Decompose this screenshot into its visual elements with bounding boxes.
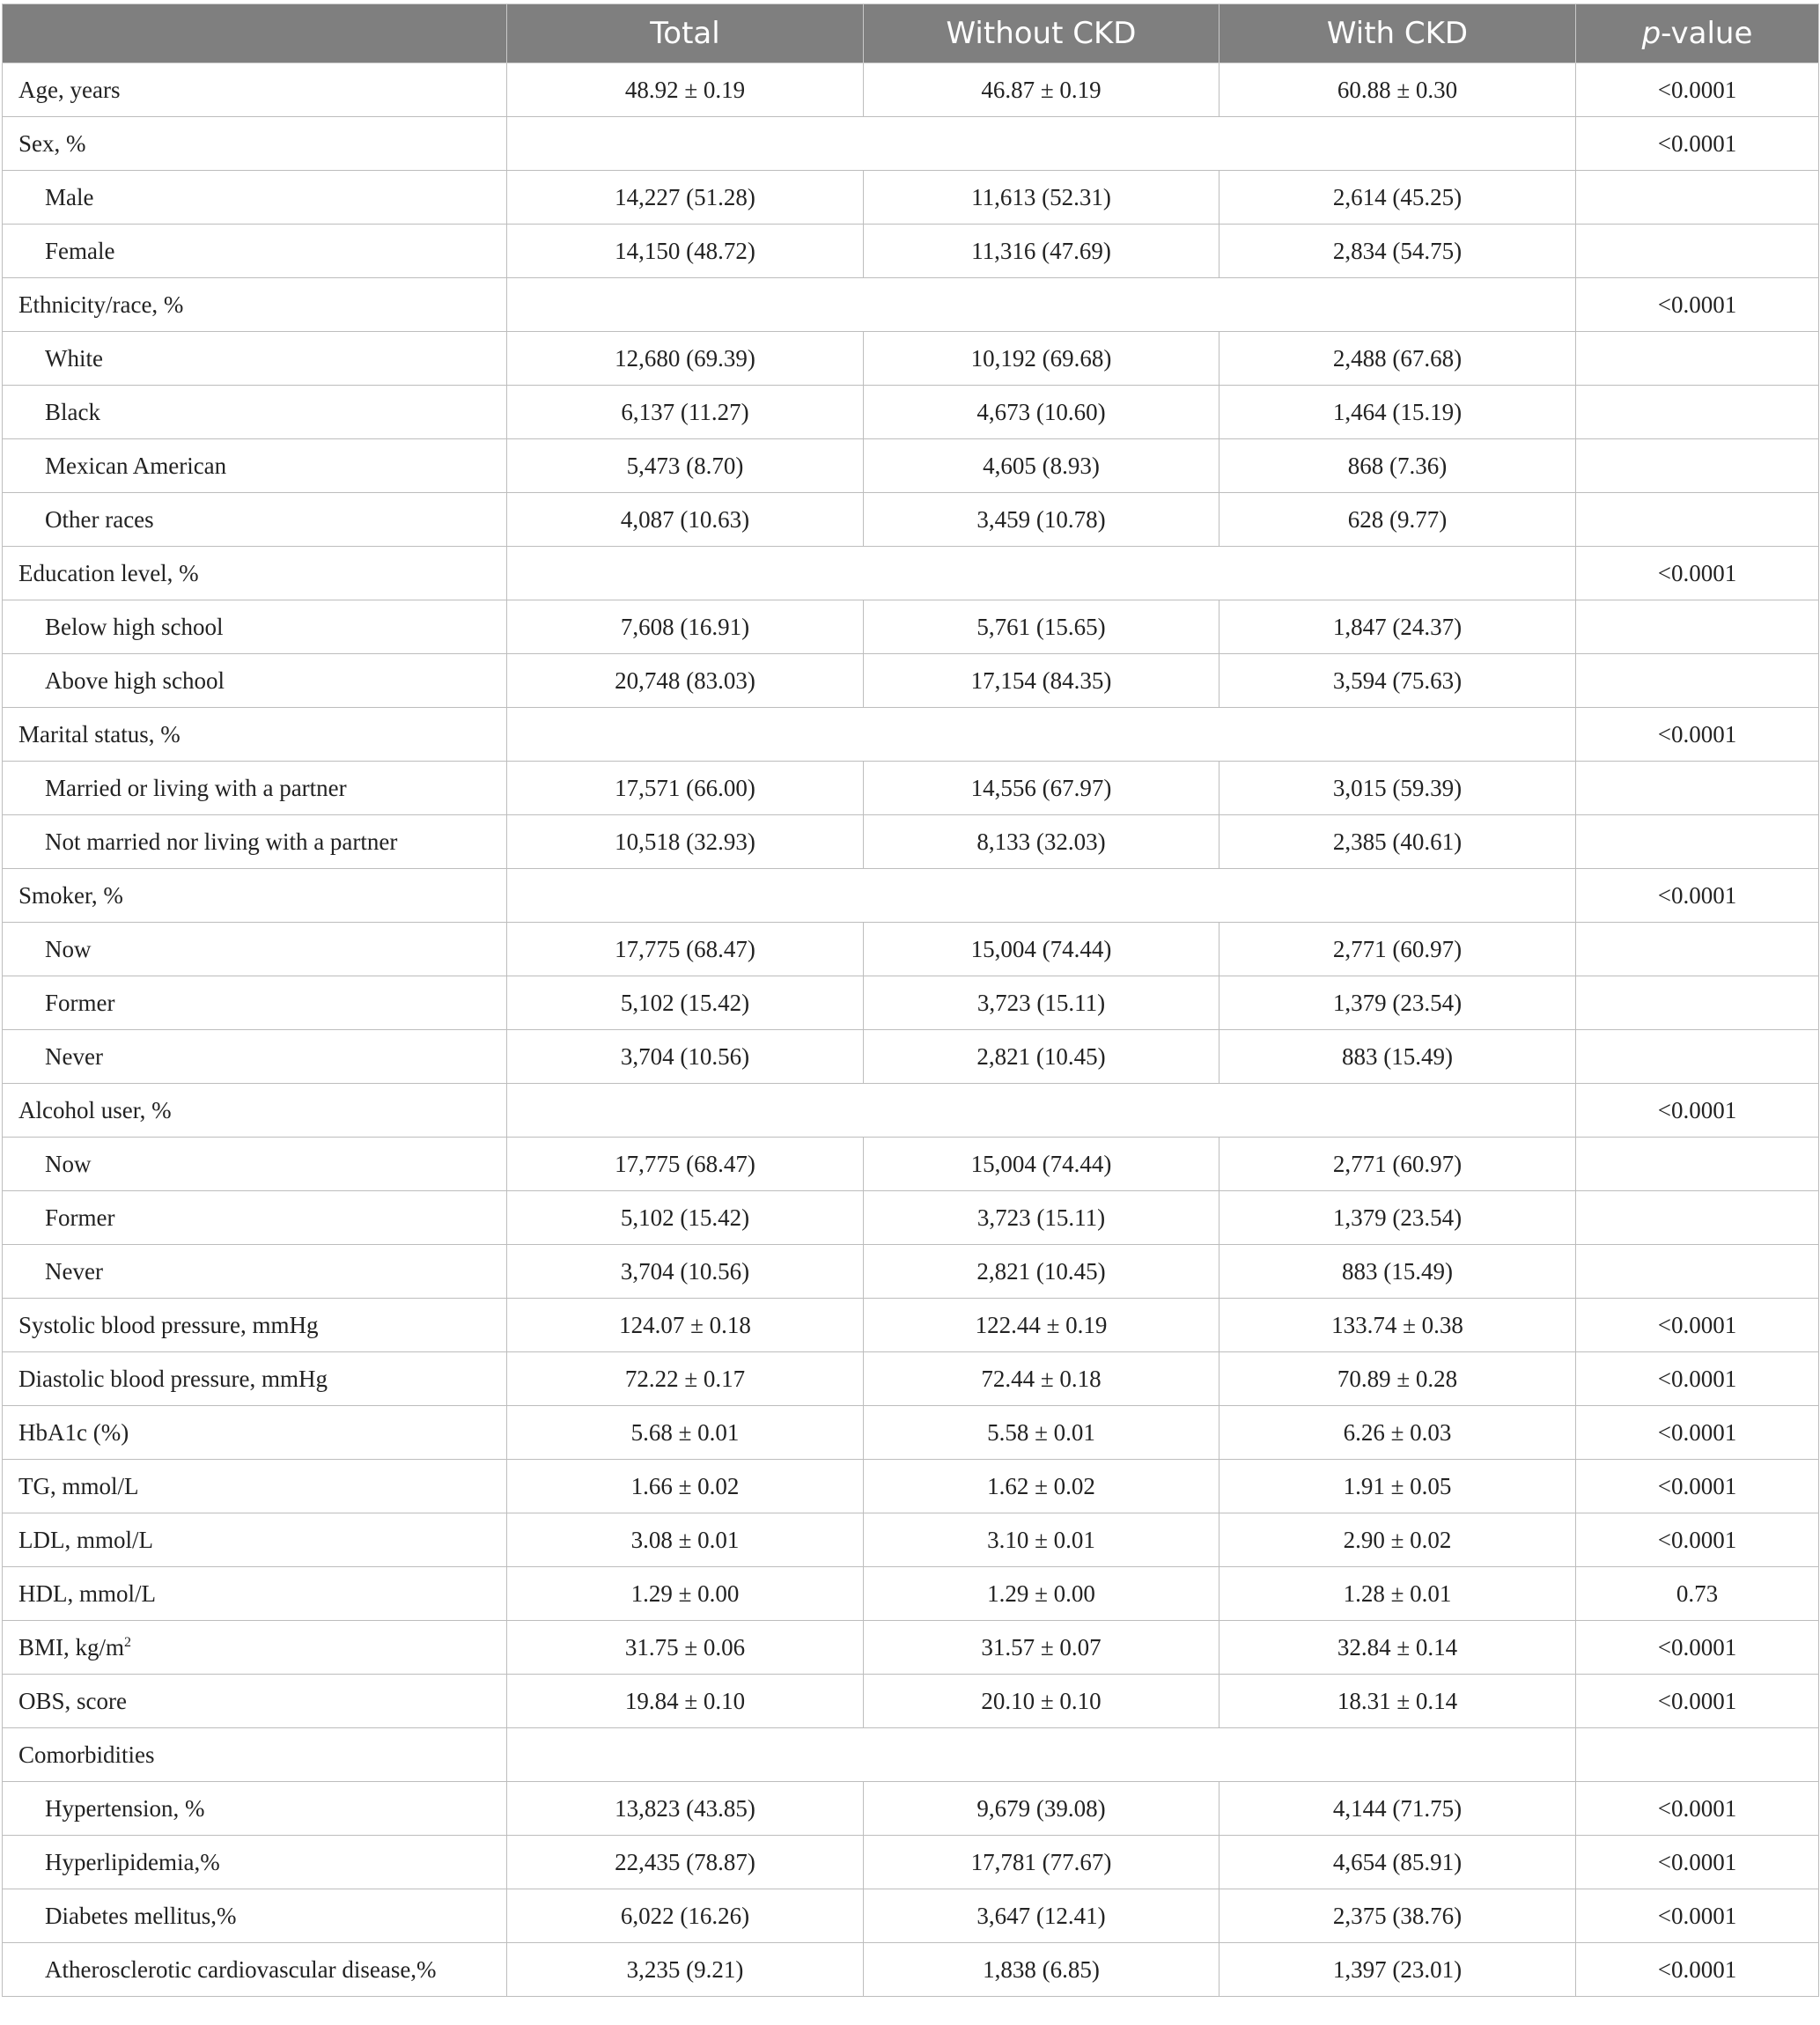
baseline-characteristics-table bbox=[2, 4, 1819, 1997]
cell-with-ckd: 3,015 (59.39) bbox=[1219, 762, 1576, 815]
section-spacer-cell bbox=[507, 117, 1576, 171]
row-label bbox=[3, 386, 507, 439]
cell-with-ckd: 60.88 ± 0.30 bbox=[1219, 63, 1576, 117]
section-spacer-cell bbox=[507, 708, 1576, 762]
cell-total: 7,608 (16.91) bbox=[507, 600, 864, 654]
cell-without-ckd: 3,723 (15.11) bbox=[864, 976, 1219, 1030]
row-label bbox=[3, 1084, 507, 1138]
row-label bbox=[3, 815, 507, 869]
cell-p-value bbox=[1576, 332, 1819, 386]
cell-without-ckd: 11,613 (52.31) bbox=[864, 171, 1219, 225]
table-row bbox=[3, 332, 1819, 386]
table-row bbox=[3, 1030, 1819, 1084]
cell-p-value bbox=[1576, 976, 1819, 1030]
cell-without-ckd: 46.87 ± 0.19 bbox=[864, 63, 1219, 117]
row-label-text: Former bbox=[45, 989, 115, 1016]
row-label-text: HbA1c (%) bbox=[18, 1418, 129, 1446]
row-label-text: Below high school bbox=[45, 613, 224, 640]
cell-total: 19.84 ± 0.10 bbox=[507, 1675, 864, 1728]
section-spacer-cell bbox=[507, 547, 1576, 600]
cell-without-ckd: 15,004 (74.44) bbox=[864, 1138, 1219, 1191]
table-row bbox=[3, 1675, 1819, 1728]
section-spacer-cell bbox=[507, 869, 1576, 923]
row-label bbox=[3, 976, 507, 1030]
cell-p-value bbox=[1576, 225, 1819, 278]
cell-with-ckd: 2,771 (60.97) bbox=[1219, 1138, 1576, 1191]
row-label bbox=[3, 1728, 507, 1782]
cell-total: 31.75 ± 0.06 bbox=[507, 1621, 864, 1675]
cell-without-ckd: 20.10 ± 0.10 bbox=[864, 1675, 1219, 1728]
cell-with-ckd: 1,379 (23.54) bbox=[1219, 1191, 1576, 1245]
cell-without-ckd: 3.10 ± 0.01 bbox=[864, 1513, 1219, 1567]
row-label-text: Former bbox=[45, 1204, 115, 1231]
row-label-text: Now bbox=[45, 935, 92, 962]
cell-with-ckd: 2,385 (40.61) bbox=[1219, 815, 1576, 869]
cell-total: 5,102 (15.42) bbox=[507, 976, 864, 1030]
cell-p-value bbox=[1576, 600, 1819, 654]
row-label-text: Black bbox=[45, 398, 100, 425]
row-label-text: Never bbox=[45, 1257, 103, 1285]
section-spacer-cell bbox=[507, 1084, 1576, 1138]
row-label bbox=[3, 708, 507, 762]
row-label-text: Education level, % bbox=[18, 559, 199, 586]
cell-p-value: <0.0001 bbox=[1576, 1513, 1819, 1567]
cell-total: 17,775 (68.47) bbox=[507, 1138, 864, 1191]
row-label-text: Not married nor living with a partner bbox=[45, 828, 398, 855]
cell-total: 72.22 ± 0.17 bbox=[507, 1352, 864, 1406]
cell-total: 12,680 (69.39) bbox=[507, 332, 864, 386]
cell-p-value: <0.0001 bbox=[1576, 278, 1819, 332]
cell-without-ckd: 3,723 (15.11) bbox=[864, 1191, 1219, 1245]
row-label bbox=[3, 117, 507, 171]
cell-total: 17,571 (66.00) bbox=[507, 762, 864, 815]
cell-with-ckd: 1,464 (15.19) bbox=[1219, 386, 1576, 439]
cell-p-value bbox=[1576, 171, 1819, 225]
header-row bbox=[3, 4, 1819, 63]
row-label-text: Ethnicity/race, % bbox=[18, 291, 184, 318]
row-label bbox=[3, 1460, 507, 1513]
row-label bbox=[3, 1675, 507, 1728]
cell-with-ckd: 2.90 ± 0.02 bbox=[1219, 1513, 1576, 1567]
row-label-text: Sex, % bbox=[18, 129, 86, 157]
cell-total: 124.07 ± 0.18 bbox=[507, 1299, 864, 1352]
cell-p-value: <0.0001 bbox=[1576, 547, 1819, 600]
cell-without-ckd: 5.58 ± 0.01 bbox=[864, 1406, 1219, 1460]
cell-without-ckd: 122.44 ± 0.19 bbox=[864, 1299, 1219, 1352]
cell-with-ckd: 1,379 (23.54) bbox=[1219, 976, 1576, 1030]
table-row bbox=[3, 654, 1819, 708]
cell-total: 4,087 (10.63) bbox=[507, 493, 864, 547]
table-row bbox=[3, 1943, 1819, 1997]
cell-with-ckd: 133.74 ± 0.38 bbox=[1219, 1299, 1576, 1352]
cell-total: 14,150 (48.72) bbox=[507, 225, 864, 278]
cell-total: 5,473 (8.70) bbox=[507, 439, 864, 493]
cell-p-value: <0.0001 bbox=[1576, 1675, 1819, 1728]
row-label bbox=[3, 332, 507, 386]
row-label bbox=[3, 1943, 507, 1997]
header-with-ckd: With CKD bbox=[1219, 4, 1576, 63]
row-label-text: BMI, kg/m bbox=[18, 1633, 125, 1660]
cell-p-value: <0.0001 bbox=[1576, 1782, 1819, 1836]
table-section-row bbox=[3, 1084, 1819, 1138]
cell-p-value bbox=[1576, 762, 1819, 815]
row-label-text: TG, mmol/L bbox=[18, 1472, 139, 1499]
row-label bbox=[3, 1567, 507, 1621]
table-row bbox=[3, 600, 1819, 654]
cell-with-ckd: 70.89 ± 0.28 bbox=[1219, 1352, 1576, 1406]
header-p-suffix: -value bbox=[1661, 16, 1753, 51]
row-label bbox=[3, 1621, 507, 1675]
cell-p-value: <0.0001 bbox=[1576, 1084, 1819, 1138]
row-label bbox=[3, 278, 507, 332]
row-label-superscript: 2 bbox=[124, 1634, 132, 1650]
row-label-text: White bbox=[45, 344, 103, 372]
row-label-text: Alcohol user, % bbox=[18, 1096, 172, 1123]
cell-without-ckd: 2,821 (10.45) bbox=[864, 1030, 1219, 1084]
cell-without-ckd: 11,316 (47.69) bbox=[864, 225, 1219, 278]
cell-p-value bbox=[1576, 493, 1819, 547]
cell-total: 6,022 (16.26) bbox=[507, 1889, 864, 1943]
table-row bbox=[3, 1889, 1819, 1943]
row-label-text: Other races bbox=[45, 505, 154, 533]
table-row bbox=[3, 923, 1819, 976]
table-row bbox=[3, 225, 1819, 278]
cell-with-ckd: 2,771 (60.97) bbox=[1219, 923, 1576, 976]
cell-p-value bbox=[1576, 1728, 1819, 1782]
table-row bbox=[3, 762, 1819, 815]
row-label-text: Comorbidities bbox=[18, 1741, 155, 1768]
cell-without-ckd: 17,781 (77.67) bbox=[864, 1836, 1219, 1889]
cell-total: 3,704 (10.56) bbox=[507, 1245, 864, 1299]
cell-without-ckd: 4,673 (10.60) bbox=[864, 386, 1219, 439]
cell-total: 10,518 (32.93) bbox=[507, 815, 864, 869]
table-row bbox=[3, 493, 1819, 547]
row-label bbox=[3, 1299, 507, 1352]
header-p-value bbox=[1576, 4, 1819, 63]
cell-without-ckd: 4,605 (8.93) bbox=[864, 439, 1219, 493]
row-label bbox=[3, 654, 507, 708]
row-label-text: LDL, mmol/L bbox=[18, 1526, 153, 1553]
row-label-text: Smoker, % bbox=[18, 881, 123, 909]
cell-with-ckd: 2,375 (38.76) bbox=[1219, 1889, 1576, 1943]
row-label bbox=[3, 869, 507, 923]
row-label bbox=[3, 171, 507, 225]
cell-total: 3.08 ± 0.01 bbox=[507, 1513, 864, 1567]
cell-with-ckd: 2,834 (54.75) bbox=[1219, 225, 1576, 278]
row-label bbox=[3, 63, 507, 117]
table-row bbox=[3, 1621, 1819, 1675]
cell-p-value: <0.0001 bbox=[1576, 708, 1819, 762]
cell-p-value bbox=[1576, 439, 1819, 493]
row-label bbox=[3, 1030, 507, 1084]
section-spacer-cell bbox=[507, 278, 1576, 332]
cell-p-value bbox=[1576, 654, 1819, 708]
cell-without-ckd: 1.29 ± 0.00 bbox=[864, 1567, 1219, 1621]
table-row bbox=[3, 171, 1819, 225]
header-total: Total bbox=[507, 4, 864, 63]
table-section-row bbox=[3, 547, 1819, 600]
cell-p-value bbox=[1576, 815, 1819, 869]
cell-p-value bbox=[1576, 1138, 1819, 1191]
cell-without-ckd: 15,004 (74.44) bbox=[864, 923, 1219, 976]
cell-p-value: <0.0001 bbox=[1576, 1299, 1819, 1352]
table-row bbox=[3, 386, 1819, 439]
row-label bbox=[3, 547, 507, 600]
row-label-text: Diastolic blood pressure, mmHg bbox=[18, 1365, 328, 1392]
row-label bbox=[3, 1138, 507, 1191]
table-row bbox=[3, 1836, 1819, 1889]
row-label-text: Diabetes mellitus,% bbox=[45, 1902, 237, 1929]
cell-total: 1.29 ± 0.00 bbox=[507, 1567, 864, 1621]
cell-with-ckd: 2,488 (67.68) bbox=[1219, 332, 1576, 386]
row-label-text: Marital status, % bbox=[18, 720, 181, 747]
cell-total: 22,435 (78.87) bbox=[507, 1836, 864, 1889]
cell-without-ckd: 72.44 ± 0.18 bbox=[864, 1352, 1219, 1406]
table-container bbox=[2, 4, 1818, 1997]
cell-with-ckd: 32.84 ± 0.14 bbox=[1219, 1621, 1576, 1675]
cell-with-ckd: 883 (15.49) bbox=[1219, 1030, 1576, 1084]
cell-with-ckd: 4,654 (85.91) bbox=[1219, 1836, 1576, 1889]
cell-total: 3,704 (10.56) bbox=[507, 1030, 864, 1084]
table-row bbox=[3, 1352, 1819, 1406]
cell-p-value bbox=[1576, 923, 1819, 976]
cell-without-ckd: 17,154 (84.35) bbox=[864, 654, 1219, 708]
cell-p-value: <0.0001 bbox=[1576, 63, 1819, 117]
row-label-text: Now bbox=[45, 1150, 92, 1177]
cell-p-value: <0.0001 bbox=[1576, 1352, 1819, 1406]
cell-without-ckd: 2,821 (10.45) bbox=[864, 1245, 1219, 1299]
cell-p-value bbox=[1576, 1245, 1819, 1299]
cell-total: 20,748 (83.03) bbox=[507, 654, 864, 708]
cell-with-ckd: 1.91 ± 0.05 bbox=[1219, 1460, 1576, 1513]
cell-total: 5.68 ± 0.01 bbox=[507, 1406, 864, 1460]
row-label bbox=[3, 439, 507, 493]
cell-without-ckd: 1,838 (6.85) bbox=[864, 1943, 1219, 1997]
row-label-text: Female bbox=[45, 237, 115, 264]
table-row bbox=[3, 1138, 1819, 1191]
table-section-row bbox=[3, 708, 1819, 762]
row-label bbox=[3, 1406, 507, 1460]
row-label bbox=[3, 1245, 507, 1299]
table-row bbox=[3, 1245, 1819, 1299]
cell-without-ckd: 1.62 ± 0.02 bbox=[864, 1460, 1219, 1513]
cell-with-ckd: 628 (9.77) bbox=[1219, 493, 1576, 547]
row-label-text: Mexican American bbox=[45, 452, 227, 479]
cell-with-ckd: 883 (15.49) bbox=[1219, 1245, 1576, 1299]
header-label bbox=[3, 4, 507, 63]
table-row bbox=[3, 815, 1819, 869]
table-row bbox=[3, 1513, 1819, 1567]
cell-with-ckd: 4,144 (71.75) bbox=[1219, 1782, 1576, 1836]
row-label bbox=[3, 1191, 507, 1245]
row-label bbox=[3, 493, 507, 547]
cell-without-ckd: 5,761 (15.65) bbox=[864, 600, 1219, 654]
cell-total: 13,823 (43.85) bbox=[507, 1782, 864, 1836]
cell-without-ckd: 10,192 (69.68) bbox=[864, 332, 1219, 386]
cell-p-value: <0.0001 bbox=[1576, 1943, 1819, 1997]
cell-without-ckd: 9,679 (39.08) bbox=[864, 1782, 1219, 1836]
cell-p-value: <0.0001 bbox=[1576, 1621, 1819, 1675]
table-section-row bbox=[3, 117, 1819, 171]
table-row bbox=[3, 1406, 1819, 1460]
cell-p-value bbox=[1576, 386, 1819, 439]
cell-p-value: <0.0001 bbox=[1576, 1889, 1819, 1943]
row-label bbox=[3, 762, 507, 815]
cell-with-ckd: 1.28 ± 0.01 bbox=[1219, 1567, 1576, 1621]
cell-total: 17,775 (68.47) bbox=[507, 923, 864, 976]
cell-without-ckd: 3,459 (10.78) bbox=[864, 493, 1219, 547]
cell-total: 5,102 (15.42) bbox=[507, 1191, 864, 1245]
row-label bbox=[3, 923, 507, 976]
cell-p-value: 0.73 bbox=[1576, 1567, 1819, 1621]
cell-with-ckd: 868 (7.36) bbox=[1219, 439, 1576, 493]
row-label-text: Age, years bbox=[18, 76, 121, 103]
cell-without-ckd: 8,133 (32.03) bbox=[864, 815, 1219, 869]
cell-p-value: <0.0001 bbox=[1576, 1460, 1819, 1513]
table-section-row bbox=[3, 1728, 1819, 1782]
row-label bbox=[3, 1352, 507, 1406]
row-label-text: Male bbox=[45, 183, 94, 210]
cell-with-ckd: 1,397 (23.01) bbox=[1219, 1943, 1576, 1997]
row-label bbox=[3, 225, 507, 278]
cell-p-value bbox=[1576, 1191, 1819, 1245]
cell-with-ckd: 1,847 (24.37) bbox=[1219, 600, 1576, 654]
cell-total: 14,227 (51.28) bbox=[507, 171, 864, 225]
row-label-text: Systolic blood pressure, mmHg bbox=[18, 1311, 319, 1338]
table-row bbox=[3, 63, 1819, 117]
table-row bbox=[3, 1460, 1819, 1513]
row-label-text: Hyperlipidemia,% bbox=[45, 1848, 220, 1875]
cell-p-value: <0.0001 bbox=[1576, 1406, 1819, 1460]
table-row bbox=[3, 1567, 1819, 1621]
table-section-row bbox=[3, 869, 1819, 923]
row-label bbox=[3, 1513, 507, 1567]
cell-p-value: <0.0001 bbox=[1576, 1836, 1819, 1889]
row-label-text: Above high school bbox=[45, 666, 225, 694]
row-label-text: HDL, mmol/L bbox=[18, 1580, 156, 1607]
cell-p-value: <0.0001 bbox=[1576, 117, 1819, 171]
table-body bbox=[3, 63, 1819, 1997]
cell-with-ckd: 6.26 ± 0.03 bbox=[1219, 1406, 1576, 1460]
cell-with-ckd: 2,614 (45.25) bbox=[1219, 171, 1576, 225]
row-label-text: Atherosclerotic cardiovascular disease,% bbox=[45, 1955, 437, 1983]
cell-total: 6,137 (11.27) bbox=[507, 386, 864, 439]
table-row bbox=[3, 1191, 1819, 1245]
header-p-italic: p bbox=[1641, 16, 1662, 51]
cell-with-ckd: 18.31 ± 0.14 bbox=[1219, 1675, 1576, 1728]
table-row bbox=[3, 1299, 1819, 1352]
cell-total: 1.66 ± 0.02 bbox=[507, 1460, 864, 1513]
cell-total: 48.92 ± 0.19 bbox=[507, 63, 864, 117]
row-label bbox=[3, 1836, 507, 1889]
row-label bbox=[3, 1782, 507, 1836]
cell-p-value: <0.0001 bbox=[1576, 869, 1819, 923]
row-label-text: Married or living with a partner bbox=[45, 774, 347, 801]
row-label-text: OBS, score bbox=[18, 1687, 127, 1714]
cell-without-ckd: 3,647 (12.41) bbox=[864, 1889, 1219, 1943]
table-row bbox=[3, 439, 1819, 493]
header-without-ckd: Without CKD bbox=[864, 4, 1219, 63]
row-label-text: Hypertension, % bbox=[45, 1794, 205, 1822]
cell-without-ckd: 14,556 (67.97) bbox=[864, 762, 1219, 815]
cell-with-ckd: 3,594 (75.63) bbox=[1219, 654, 1576, 708]
row-label bbox=[3, 1889, 507, 1943]
row-label-text: Never bbox=[45, 1042, 103, 1070]
row-label bbox=[3, 600, 507, 654]
table-row bbox=[3, 1782, 1819, 1836]
table-row bbox=[3, 976, 1819, 1030]
cell-p-value bbox=[1576, 1030, 1819, 1084]
cell-without-ckd: 31.57 ± 0.07 bbox=[864, 1621, 1219, 1675]
table-section-row bbox=[3, 278, 1819, 332]
section-spacer-cell bbox=[507, 1728, 1576, 1782]
cell-total: 3,235 (9.21) bbox=[507, 1943, 864, 1997]
